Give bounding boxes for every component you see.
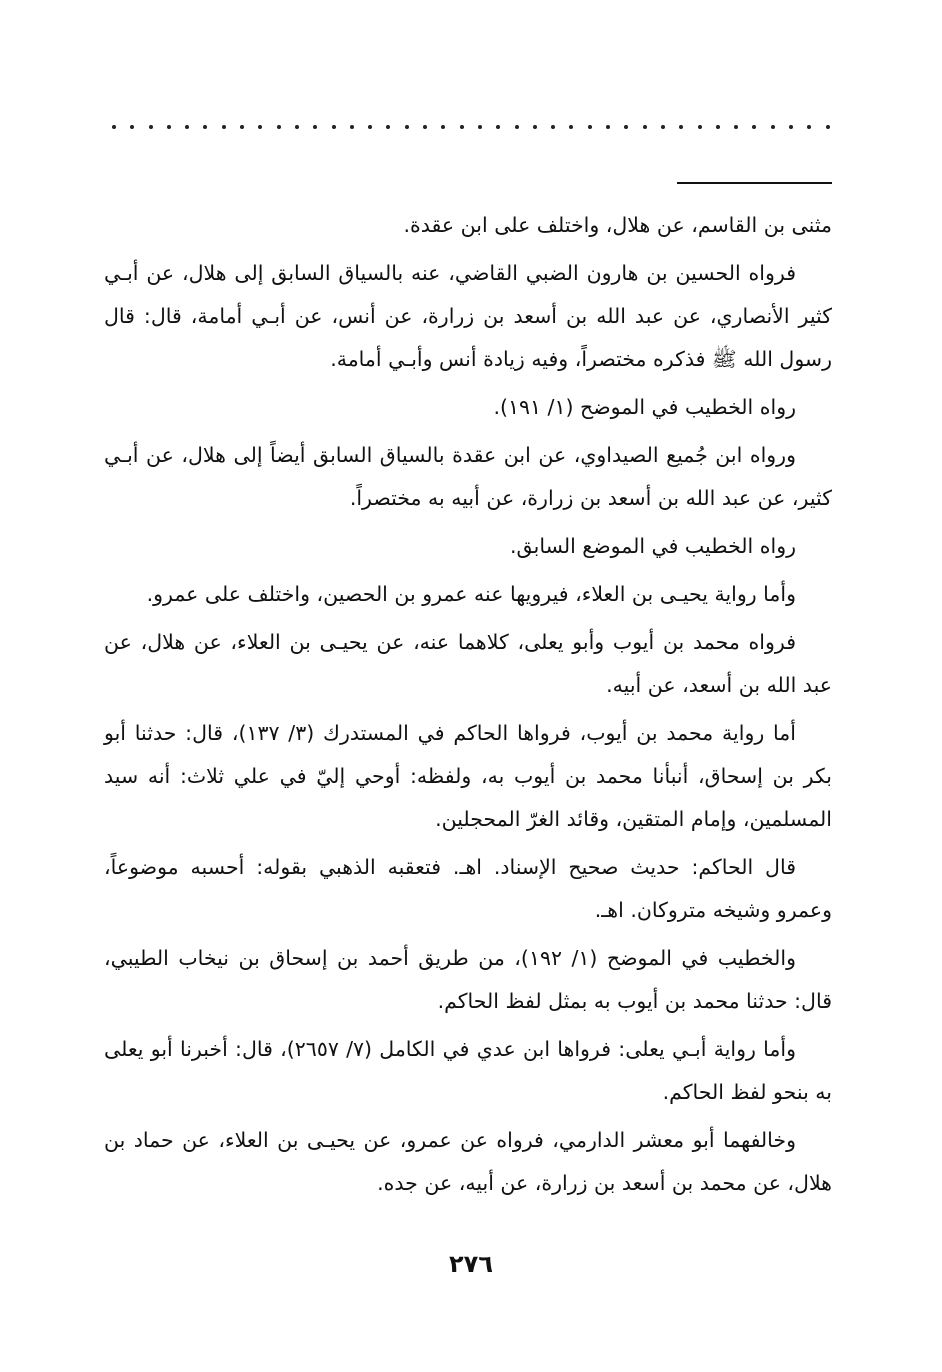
paragraph: رواه الخطيب في الموضع السابق. bbox=[510, 534, 796, 558]
separator-dot bbox=[277, 125, 281, 129]
separator-dot bbox=[112, 125, 116, 129]
separator-dot bbox=[167, 125, 171, 129]
paragraph: رواه الخطيب في الموضح (١/ ١٩١). bbox=[493, 395, 796, 419]
separator-dot bbox=[185, 125, 189, 129]
paragraph: وخالفهما أبو معشر الدارمي، فرواه عن عمرو، عن يحيـى بن العلاء، عن حماد بن هلال، عن محمد بن أسعد بن زرارة، عن أبيه، عن جده. bbox=[104, 1128, 832, 1195]
separator-dot bbox=[679, 125, 683, 129]
separator-dot bbox=[441, 125, 445, 129]
separator-dot bbox=[807, 125, 811, 129]
separator-dot bbox=[734, 125, 738, 129]
separator-dot bbox=[460, 125, 464, 129]
separator-dot bbox=[350, 125, 354, 129]
separator-dot bbox=[295, 125, 299, 129]
page-body bbox=[104, 204, 832, 1210]
separator-dot bbox=[130, 125, 134, 129]
paragraph: وأما رواية أبـي يعلى: فرواها ابن عدي في الكامل (٧/ ٢٦٥٧)، قال: أخبرنا أبو يعلى به بنحو لفظ الحاكم. bbox=[104, 1037, 832, 1104]
separator-dot bbox=[606, 125, 610, 129]
separator-dot bbox=[478, 125, 482, 129]
separator-dot bbox=[313, 125, 317, 129]
separator-dot bbox=[405, 125, 409, 129]
separator-dot bbox=[203, 125, 207, 129]
page-number: ٢٧٦ bbox=[449, 1250, 493, 1278]
separator-dot bbox=[368, 125, 372, 129]
separator-dot bbox=[332, 125, 336, 129]
separator-dot bbox=[624, 125, 628, 129]
separator-dot bbox=[515, 125, 519, 129]
separator-dot bbox=[789, 125, 793, 129]
paragraph: مثنى بن القاسم، عن هلال، واختلف على ابن عقدة. bbox=[403, 213, 832, 237]
separator-dot bbox=[386, 125, 390, 129]
separator-dot bbox=[771, 125, 775, 129]
footnote-rule bbox=[677, 182, 832, 184]
separator-dot bbox=[826, 125, 830, 129]
paragraph: فرواه الحسين بن هارون الضبي القاضي، عنه بالسياق السابق إلى هلال، عن أبـي كثير الأنصاري، عن عبد الله بن أسعد بن زرارة، عن أنس، عن أبـي أمامة، قال: قال رسول الله ﷺ فذكره مختصراً، وفيه زيادة أنس وأبـي أمامة. bbox=[104, 261, 832, 371]
dotted-separator bbox=[112, 120, 830, 134]
separator-dot bbox=[643, 125, 647, 129]
separator-dot bbox=[551, 125, 555, 129]
paragraph: والخطيب في الموضح (١/ ١٩٢)، من طريق أحمد بن إسحاق بن نيخاب الطيبي، قال: حدثنا محمد بن أيوب به بمثل لفظ الحاكم. bbox=[104, 946, 832, 1013]
separator-dot bbox=[752, 125, 756, 129]
paragraph: ورواه ابن جُميع الصيداوي، عن ابن عقدة بالسياق السابق أيضاً إلى هلال، عن أبـي كثير، عن عبد الله بن أسعد بن زرارة، عن أبيه به مختصراً. bbox=[104, 443, 832, 510]
separator-dot bbox=[716, 125, 720, 129]
separator-dot bbox=[423, 125, 427, 129]
paragraph: أما رواية محمد بن أيوب، فرواها الحاكم في المستدرك (٣/ ١٣٧)، قال: حدثنا أبو بكر بن إسحاق، أنبأنا محمد بن أيوب به، ولفظه: أوحي إليّ في علي ثلاث: أنه سيد المسلمين، وإمام المتقين، وقائد الغرّ المحجلين. bbox=[104, 721, 832, 831]
separator-dot bbox=[258, 125, 262, 129]
paragraph: وأما رواية يحيـى بن العلاء، فيرويها عنه عمرو بن الحصين، واختلف على عمرو. bbox=[146, 582, 796, 606]
separator-dot bbox=[222, 125, 226, 129]
paragraph: فرواه محمد بن أيوب وأبو يعلى، كلاهما عنه، عن يحيـى بن العلاء، عن هلال، عن عبد الله بن أسعد، عن أبيه. bbox=[104, 630, 832, 697]
paragraph: قال الحاكم: حديث صحيح الإسناد. اهـ. فتعقبه الذهبي بقوله: أحسبه موضوعاً، وعمرو وشيخه متروكان. اهـ. bbox=[104, 855, 832, 922]
separator-dot bbox=[661, 125, 665, 129]
separator-dot bbox=[588, 125, 592, 129]
separator-dot bbox=[698, 125, 702, 129]
separator-dot bbox=[240, 125, 244, 129]
separator-dot bbox=[496, 125, 500, 129]
separator-dot bbox=[569, 125, 573, 129]
separator-dot bbox=[533, 125, 537, 129]
separator-dot bbox=[149, 125, 153, 129]
